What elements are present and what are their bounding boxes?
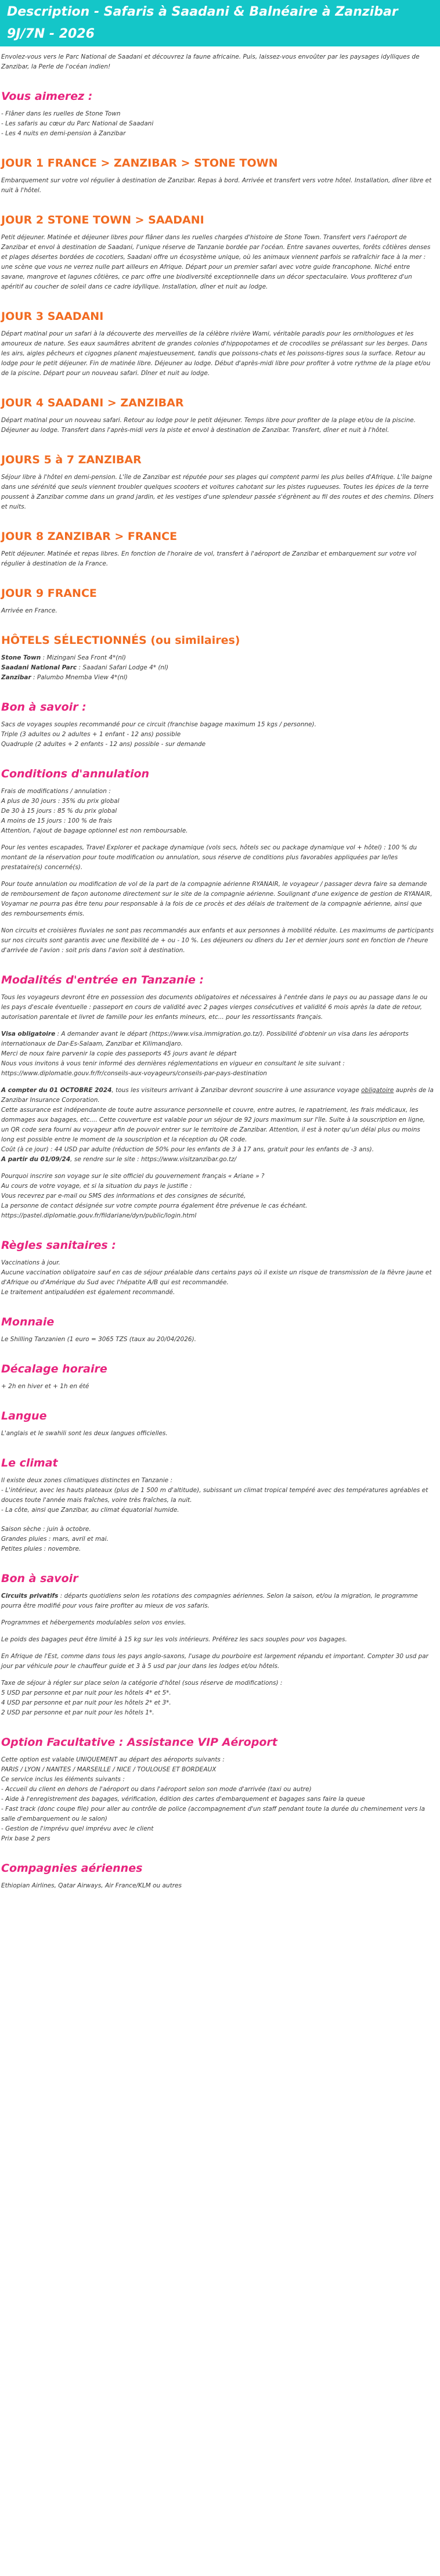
day-2-title: JOUR 2 STONE TOWN > SAADANI [1, 214, 204, 226]
day-5-7-text: Séjour libre à l'hôtel en demi-pension. L'île de Zanzibar est réputée pour ses plages qui comptent parmi les plus belles d'Afrique. L'île baigne dans une sérénité que seuls viennent troubler quelques scooters et voitures cahotant sur les pistes rugueuses. Toutes les épices de la terre poussent à Zanzibar comme dans un grand jardin, et les vestiges d'une splendeur passée s'égrènent au fil des routes et des chemins. Dîners et nuits. [1, 474, 434, 510]
insurance-site-line [1, 1155, 434, 1165]
day-9-text: Arrivée en France. [1, 607, 57, 614]
hotels-title: HÔTELS SÉLECTIONNÉS (ou similaires) [1, 634, 240, 647]
day-8-title: JOUR 8 ZANZIBAR > FRANCE [1, 530, 178, 543]
insurance-details: Cette assurance est indépendante de toute autre assurance personnelle et couvre, entre autres, le rapatriement, les frais médicaux, les dommages aux bagages, etc.... Cette couverture est valable pour un séjour de 92 jours maximum sur l'île. Suite à la souscription en ligne, un QR code sera fourni au voyageur afin de pouvoir entrer sur le territoire de Zanzibar. Attention, il est à noter qu'un délai plus ou moins long est possible entre le moment de la souscription et la réception du QR code. [1, 1107, 425, 1143]
monnaie-text: Le Shilling Tanzanien (1 euro = 3065 TZS (taux au 20/04/2026). [1, 1336, 197, 1343]
day-9-title: JOUR 9 FRANCE [1, 587, 97, 600]
hotel-item [1, 653, 434, 663]
climate-line: Grandes pluies : mars, avril et mai. [1, 1536, 109, 1543]
vip-line: Ce service inclus les éléments suivants : [1, 1776, 125, 1783]
insurance-mandatory: obligatoire [361, 1087, 394, 1094]
day-4-text: Départ matinal pour un nouveau safari. Retour au lodge pour le petit déjeuner. Temps libre pour profiter de la plage et/ou de la piscine. Déjeuner au lodge. Transfert dans l'après-midi vers la piste et envol à destination de Zanzibar. Transfert, dîner et nuit à l'hôtel. [1, 417, 416, 434]
section-title-sanitaires: Règles sanitaires : [1, 1239, 116, 1252]
hotel-name: : Mizingani Sea Front 4*(nl) [41, 654, 127, 661]
section-title-vip: Option Facultative : Assistance VIP Aéroport [1, 1736, 277, 1749]
vip-line: - Gestion de l'imprévu quel imprévu avec le client [1, 1825, 154, 1832]
compagnies-text: Ethiopian Airlines, Qatar Airways, Air France/KLM ou autres [1, 1882, 182, 1889]
langue-text: L'anglais et le swahili sont les deux langues officielles. [1, 1430, 168, 1437]
section-title-langue: Langue [1, 1410, 47, 1422]
section-title-vous-aimerez: Vous aimerez : [1, 90, 93, 103]
day-4-title: JOUR 4 SAADANI > ZANZIBAR [1, 397, 184, 409]
insurance-site-label: A partir du 01/09/24 [1, 1156, 71, 1163]
ariane-line: La personne de contact désignée sur votre compte pourra également être prévenue le cas échéant. [1, 1202, 308, 1209]
ariane-line: Vous recevrez par e-mail ou SMS des informations et des consignes de sécurité, [1, 1192, 246, 1199]
climate-line: - La côte, ainsi que Zanzibar, au climat équatorial humide. [1, 1507, 179, 1514]
vip-line: - Fast track (donc coupe file) pour aller au contrôle de police (accompagnement d'un staff pendant toute la durée du cheminement vers la salle d'embarquement ou le salon) [1, 1806, 425, 1822]
section-title-annulation: Conditions d'annulation [1, 768, 150, 780]
list-item: - Flâner dans les ruelles de Stone Town [1, 110, 121, 117]
annulation-escapades: Pour les ventes escapades, Travel Explorer et package dynamique (vols secs, hôtels sec ou package dynamique vol + hôtel) : 100 % du montant de la réservation pour toute modification ou annulation, sous réserve de conditions plus favorables appliquées par le/les prestataire(s) concerné(s). [1, 844, 417, 871]
annulation-fees [1, 787, 434, 836]
day-1-text: Embarquement sur votre vol régulier à destination de Zanzibar. Repas à bord. Arrivée et transfert vers votre hôtel. Installation, dîner libre et nuit à l'hôtel. [1, 177, 432, 194]
page-title-banner [0, 0, 440, 46]
section-title-monnaie: Monnaie [1, 1316, 55, 1328]
fee-line: Attention, l'ajout de bagage optionnel est non remboursable. [1, 827, 188, 834]
health-line: Aucune vaccination obligatoire sauf en cas de séjour préalable dans certains pays où il existe un risque de transmission de la fièvre jaune et d'Afrique ou d'Amérique du Sud avec l'hépatite A/B qui est recommandée. [1, 1269, 432, 1286]
section-title-modalites: Modalités d'entrée en Tanzanie : [1, 974, 204, 986]
day-3-title: JOUR 3 SAADANI [1, 310, 104, 323]
ariane-line: Au cours de votre voyage, et si la situation du pays le justifie : [1, 1183, 192, 1190]
section-title-compagnies: Compagnies aériennes [1, 1862, 143, 1875]
section-title-bon-a-savoir-2: Bon à savoir [1, 1572, 78, 1585]
modalites-documents: Tous les voyageurs devront être en possession des documents obligatoires et nécessaires à l'entrée dans le pays ou au passage dans le ou les pays d'escale éventuelle : passeport en cours de validité avec 2 pages vierges consécutives et validité 6 mois après la date de retour, autorisation parentale et livret de famille pour les enfants mineurs, etc... pour les ressortissants français. [1, 994, 428, 1021]
spacer [1, 1515, 434, 1525]
day-8-text: Petit déjeuner. Matinée et repas libres. En fonction de l'horaire de vol, transfert à l'aéroport de Zanzibar et embarquement sur votre vol régulier à destination de la France. [1, 550, 417, 567]
day-2-text: Petit déjeuner. Matinée et déjeuner libres pour flâner dans les ruelles chargées d'histoire de Stone Town. Transfert vers l'aéroport de Zanzibar et envol à destination de Saadani, l'unique réserve de Tanzanie bordée par l'océan. Entre savanes ouvertes, forêts côtières denses et plages désertes bordées de cocotiers, Saadani offre un écosystème unique, où les animaux viennent parfois se rafraîchir face à la mer : une scène que vous ne verrez nulle part ailleurs en Afrique. Départ pour un premier safari avec votre guide francophone. Niché entre savane, mangrove et lagunes côtières, ce parc offre une biodiversité exceptionnelle dans un décor spectaculaire. Vous profiterez d'un apéritif au coucher de soleil dans ce cadre idyllique. Installation, dîner et nuit au lodge. [1, 234, 431, 290]
taxe-sejour [1, 1678, 434, 1718]
modalites-visa [1, 1029, 434, 1079]
section-title-climat: Le climat [1, 1457, 58, 1469]
vip-line: PARIS / LYON / NANTES / MARSEILLE / NICE / TOULOUSE ET BORDEAUX [1, 1766, 217, 1773]
modalites-ariane [1, 1172, 434, 1221]
section-title-bon-a-savoir: Bon à savoir : [1, 701, 86, 714]
visa-passport-note: Merci de noux faire parvenir la copie des passeports 45 jours avant le départ [1, 1050, 237, 1057]
annulation-notes: Non circuits et croisières fluviales ne sont pas recommandés aux enfants et aux personnes à mobilité réduite. Les maximums de participants sur nos circuits sont garantis avec une flexibilité de + ou - 10 %. Les déjeuners ou dîners du 1er et dernier jours sont en fonction de l'heure d'arrivée de l'avion : soit pris dans l'avion soit à destination. [1, 927, 434, 954]
vip-line: Cette option est valable UNIQUEMENT au départ des aéroports suivants : [1, 1756, 225, 1763]
day-3-text: Départ matinal pour un safari à la découverte des merveilles de la célèbre rivière Wami, véritable paradis pour les ornithologues et les amoureux de nature. Ses eaux saumâtres abritent de grandes colonies d'hippopotames et de crocodiles se prélassant sur les berges. Dans les airs, aigles pêcheurs et cigognes planent majestueusement, tandis que poissons-chats et les poissons-tigres sous la surface. Retour au lodge pour le petit déjeuner. Fin de matinée libre. Déjeuner au lodge. Début d'après-midi libre pour profiter à votre rythme de la plage et/ou de la piscine. Départ pour un nouveau safari. Dîner et nuit au lodge. [1, 330, 431, 377]
hotel-name: : Saadani Safari Lodge 4* (nl) [77, 664, 169, 671]
page-title: Description - Safaris à Saadani & Balnéaire à Zanzibar 9J/7N - 2026 [7, 5, 398, 41]
programmes-note: Programmes et hébergements modulables selon vos envies. [1, 1619, 186, 1626]
ariane-link[interactable]: https://pastel.diplomatie.gouv.fr/fildariane/dyn/public/login.html [1, 1212, 197, 1219]
vip-line: Prix base 2 pers [1, 1835, 51, 1842]
list-item: - Les safaris au cœur du Parc National de Saadani [1, 120, 154, 127]
hotels-list [1, 653, 434, 683]
decalage-text: + 2h en hiver et + 1h en été [1, 1383, 89, 1390]
vip-line: - Aide à l'enregistrement des bagages, vérification, édition des cartes d'embarquement et bagages sans faire la queue [1, 1796, 365, 1803]
vous-aimerez-list [1, 109, 434, 139]
insurance-date-label: A compter du 01 OCTOBRE 2024 [1, 1087, 112, 1094]
hotel-location: Stone Town [1, 654, 41, 661]
tax-line: 4 USD par personne et par nuit pour les hôtels 2* et 3*. [1, 1699, 171, 1706]
fee-line: De 30 à 15 jours : 85 % du prix global [1, 808, 117, 815]
climate-line: Petites pluies : novembre. [1, 1545, 81, 1552]
bagages-note: Le poids des bagages peut être limité à 15 kg sur les vols intérieurs. Préférez les sacs souples pour vos bagages. [1, 1636, 347, 1643]
hotel-item [1, 663, 434, 673]
vip-line: - Accueil du client en dehors de l'aéroport ou dans l'aéroport selon son mode d'arrivée (taxi ou autre) [1, 1786, 312, 1793]
private-circuits-text: : départs quotidiens selon les rotations des compagnies aériennes. Selon la saison, et/ou la migration, le programme pourra être modifié pour vous faire profiter au mieux de vos safaris. [1, 1593, 418, 1609]
intro-text: Envolez-vous vers le Parc National de Saadani et découvrez la faune africaine. Puis, laissez-vous envoûter par les paysages idylliques de Zanzibar, la Perle de l'océan indien! [1, 53, 420, 70]
health-line: Vaccinations à jour. [1, 1259, 60, 1266]
hotel-location: Zanzibar [1, 674, 31, 681]
hotel-location: Saadani National Parc [1, 664, 77, 671]
section-title-decalage: Décalage horaire [1, 1363, 107, 1375]
health-line: Le traitement antipaludéen est également recommandé. [1, 1289, 175, 1296]
info-line: Sacs de voyages souples recommandé pour ce circuit (franchise bagage maximum 15 kgs / personne). [1, 721, 316, 728]
sanitaires-list [1, 1258, 434, 1298]
day-5-7-title: JOURS 5 à 7 ZANZIBAR [1, 453, 142, 466]
fee-line: A plus de 30 jours : 35% du prix global [1, 798, 120, 805]
vip-list [1, 1755, 434, 1844]
ariane-question: Pourquoi inscrire son voyage sur le site officiel du gouvernement français « Ariane » ? [1, 1173, 265, 1180]
bon-a-savoir-list [1, 720, 434, 750]
fee-line: A moins de 15 jours : 100 % de frais [1, 817, 112, 824]
private-circuits [1, 1591, 434, 1611]
annulation-ryanair: Pour toute annulation ou modification de vol de la part de la compagnie aérienne RYANAIR, le voyageur / passager devra faire sa demande de remboursement de façon autonome directement sur le site de la compagnie aérienne. Soulignant d'une exigence de gestion de RYANAIR, Voyamar ne pourra pas être tenu pour responsable à la fois de ce procès et des délais de traitement de la compagnie aérienne, ainsi que des remboursements émis. [1, 881, 432, 917]
list-item: - Les 4 nuits en demi-pension à Zanzibar [1, 130, 126, 137]
climate-line: Saison sèche : juin à octobre. [1, 1526, 91, 1533]
climate-line: Il existe deux zones climatiques distinctes en Tanzanie : [1, 1477, 173, 1484]
visa-info-link: Nous vous invitons à vous tenir informé des dernières réglementations en vigueur en consultant le site suivant : https://www.diplomatie.gouv.fr/fr/conseils-aux-voyageurs/conseils-par-pays-destination [1, 1060, 345, 1077]
insurance-text: , tous les visiteurs arrivant à Zanzibar devront souscrire à une assurance voyage [111, 1087, 362, 1094]
day-1-title: JOUR 1 FRANCE > ZANZIBAR > STONE TOWN [1, 157, 278, 170]
tax-line: 5 USD par personne et par nuit pour les hôtels 4* et 5*. [1, 1689, 171, 1696]
climat-list [1, 1476, 434, 1554]
info-line: Quadruple (2 adultes + 2 enfants - 12 ans) possible - sur demande [1, 741, 206, 748]
visa-label: Visa obligatoire [1, 1031, 56, 1037]
pourboire-note: En Afrique de l'Est, comme dans tous les pays anglo-saxons, l'usage du pourboire est largement répandu et important. Compter 30 usd par jour par véhicule pour le chauffeur guide et 3 à 5 usd par jour dans les lodges et/ou hôtels. [1, 1653, 428, 1670]
insurance-site: , se rendre sur le site : https://www.visitzanzibar.go.tz/ [70, 1156, 237, 1163]
insurance-cost: Coût (à ce jour) : 44 USD par adulte (réduction de 50% pour les enfants de 3 à 17 ans, gratuit pour les enfants de -3 ans). [1, 1146, 374, 1153]
fee-line: Frais de modifications / annulation : [1, 788, 111, 795]
insurance-provider: auprès de la Zanzibar Insurance Corporation. [1, 1087, 434, 1104]
tax-line: Taxe de séjour à régler sur place selon la catégorie d'hôtel (sous réserve de modifications) : [1, 1680, 283, 1687]
info-line: Triple (3 adultes ou 2 adultes + 1 enfant - 12 ans) possible [1, 731, 181, 738]
hotel-name: : Palumbo Mnemba View 4*(nl) [31, 674, 128, 681]
modalites-insurance [1, 1086, 434, 1165]
visa-text: : A demander avant le départ (https://www.visa.immigration.go.tz/). Possibilité d'obtenir un visa dans les aéroports internationaux de Dar-Es-Salaam, Zanzibar et Kilimandjaro. [1, 1031, 409, 1047]
climate-line: - L'intérieur, avec les hauts plateaux (plus de 1 500 m d'altitude), subissant un climat tropical tempéré avec des températures agréables et douces toute l'année mais fraîches, voire très fraîches, la nuit. [1, 1487, 428, 1504]
private-circuits-label: Circuits privatifs [1, 1593, 59, 1599]
tax-line: 2 USD par personne et par nuit pour les hôtels 1*. [1, 1709, 154, 1716]
hotel-item [1, 673, 434, 683]
